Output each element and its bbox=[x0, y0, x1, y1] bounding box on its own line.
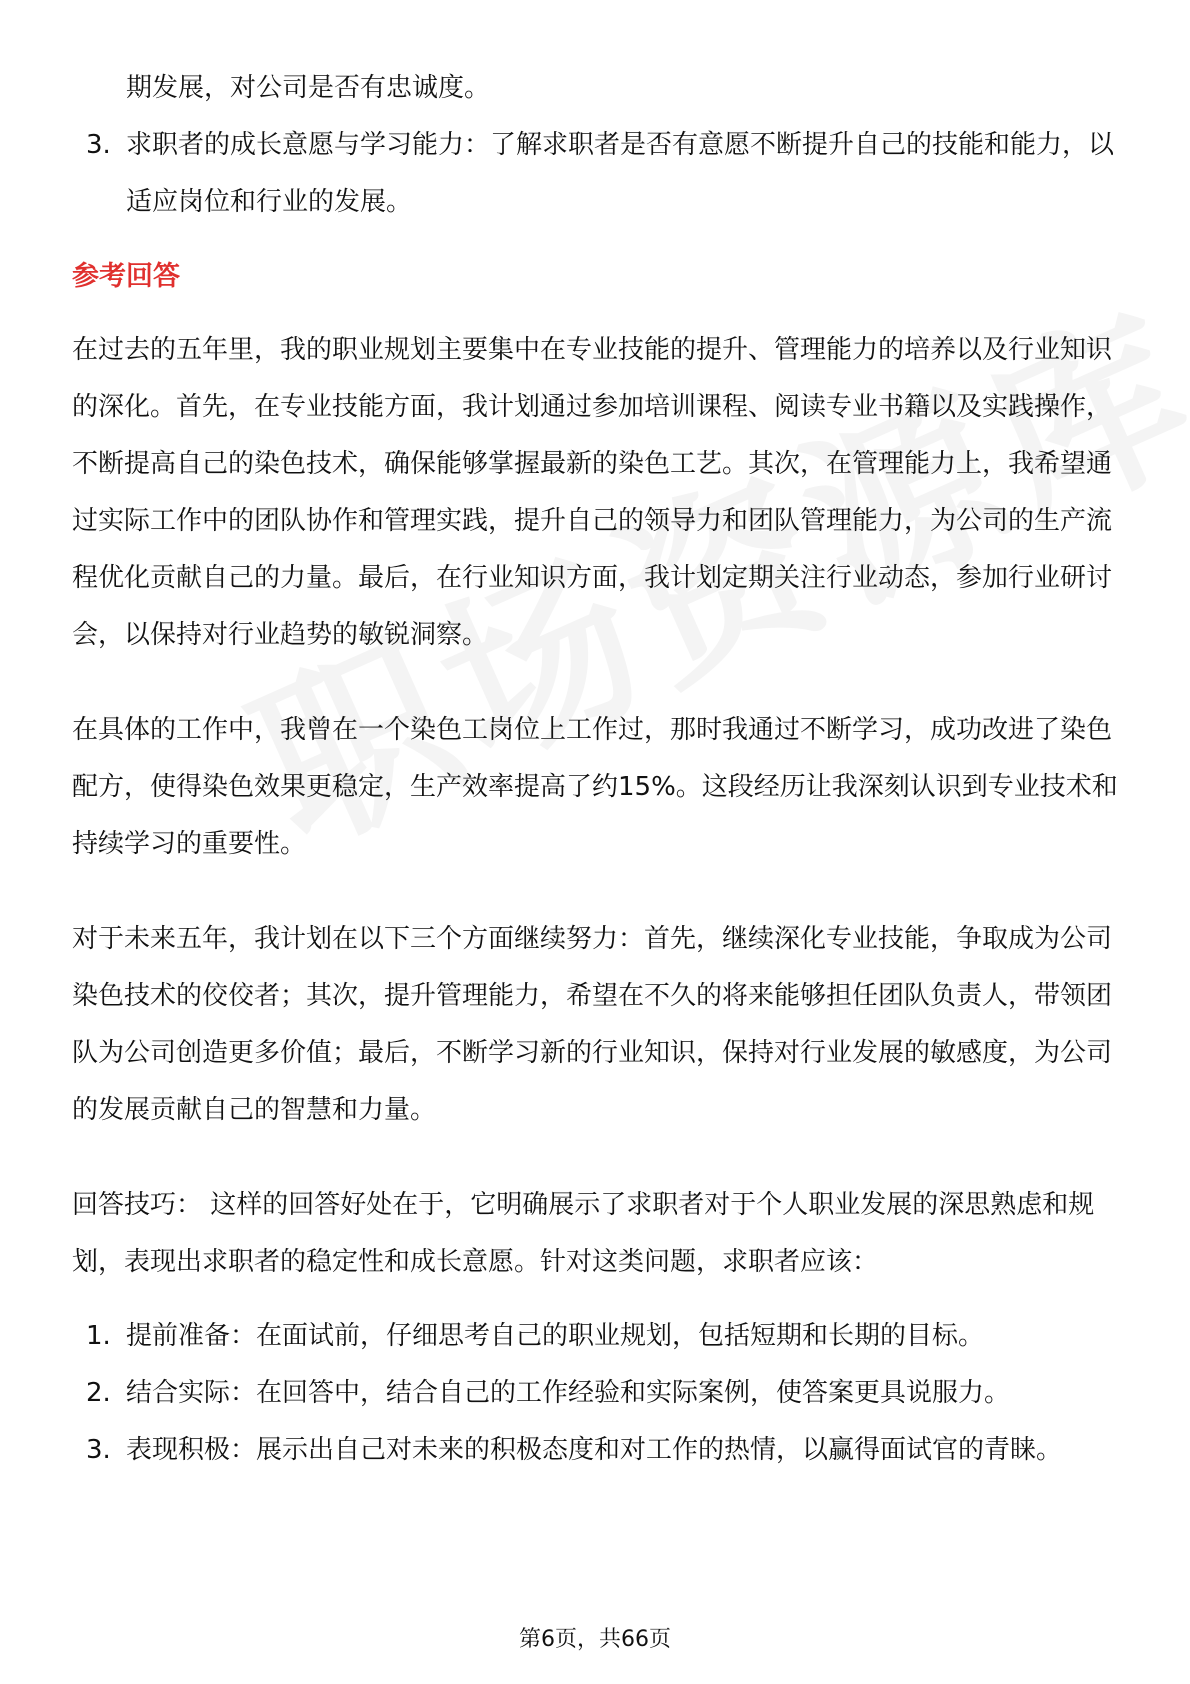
section-heading: 参考回答 bbox=[72, 261, 180, 292]
intent-list bbox=[72, 117, 1122, 231]
list-text: 提前准备：在面试前，仔细思考自己的职业规划，包括短期和长期的目标。 bbox=[126, 1321, 985, 1351]
page-content bbox=[72, 60, 1122, 1479]
tips-intro-paragraph: 回答技巧： 这样的回答好处在于，它明确展示了求职者对于个人职业发展的深思熟虑和规划，表现出求职者的稳定性和成长意愿。针对这类问题，求职者应该： bbox=[72, 1190, 1095, 1277]
list-number: 2. bbox=[86, 1378, 111, 1408]
list-item bbox=[72, 1365, 1122, 1422]
list-number: 1. bbox=[86, 1321, 111, 1351]
list-number: 3. bbox=[86, 1435, 111, 1465]
page-footer: 第6页，共66页 bbox=[519, 1627, 671, 1652]
list-text: 结合实际：在回答中，结合自己的工作经验和实际案例，使答案更具说服力。 bbox=[126, 1378, 1011, 1408]
answer-paragraph: 对于未来五年，我计划在以下三个方面继续努力：首先，继续深化专业技能，争取成为公司染色技术的佼佼者；其次，提升管理能力，希望在不久的将来能够担任团队负责人，带领团队为公司创造更多价值；最后，不断学习新的行业知识，保持对行业发展的敏感度，为公司的发展贡献自己的智慧和力量。 bbox=[72, 924, 1113, 1125]
answer-paragraph: 在具体的工作中，我曾在一个染色工岗位上工作过，那时我通过不断学习，成功改进了染色配方，使得染色效果更稳定，生产效率提高了约15%。这段经历让我深刻认识到专业技术和持续学习的重要性。 bbox=[72, 715, 1118, 859]
list-text: 表现积极：展示出自己对未来的积极态度和对工作的热情，以赢得面试官的青睐。 bbox=[126, 1435, 1063, 1465]
tips-list bbox=[72, 1308, 1122, 1479]
list-item bbox=[72, 1308, 1122, 1365]
list-number: 3. bbox=[86, 130, 111, 160]
continuation-text: 期发展，对公司是否有忠诚度。 bbox=[126, 73, 491, 103]
list-item bbox=[72, 1422, 1122, 1479]
list-item bbox=[72, 117, 1122, 231]
answer-paragraph: 在过去的五年里，我的职业规划主要集中在专业技能的提升、管理能力的培养以及行业知识的深化。首先，在专业技能方面，我计划通过参加培训课程、阅读专业书籍以及实践操作，不断提高自己的染色技术，确保能够掌握最新的染色工艺。其次，在管理能力上，我希望通过实际工作中的团队协作和管理实践，提升自己的领导力和团队管理能力，为公司的生产流程优化贡献自己的力量。最后，在行业知识方面，我计划定期关注行业动态，参加行业研讨会，以保持对行业趋势的敏锐洞察。 bbox=[72, 335, 1113, 650]
list-text: 求职者的成长意愿与学习能力：了解求职者是否有意愿不断提升自己的技能和能力，以适应岗位和行业的发展。 bbox=[126, 130, 1115, 217]
